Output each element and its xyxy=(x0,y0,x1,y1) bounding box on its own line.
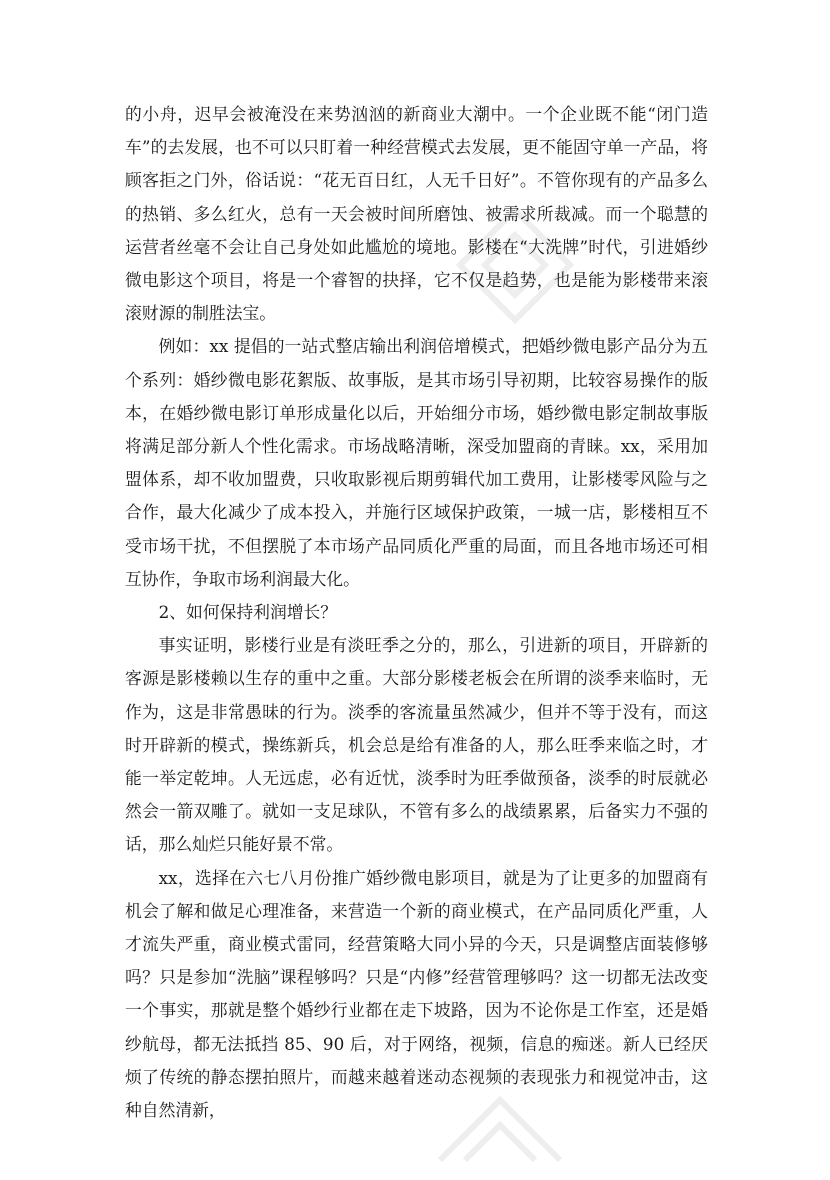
paragraph: 的小舟，迟早会被淹没在来势汹汹的新商业大潮中。一个企业既不能“闭门造车”的去发展，也不可以只盯着一种经营模式去发展，更不能固守单一产品，将顾客拒之门外，俗话说：“花无百日红，人无千日好”。不管你现有的产品多么的热销、多么红火，总有一天会被时间所磨蚀、被需求所裁减。而一个聪慧的运营者丝毫不会让自己身处如此尴尬的境地。影楼在“大洗牌”时代，引进婚纱微电影这个项目，将是一个睿智的抉择，它不仅是趋势，也是能为影楼带来滚滚财源的制胜法宝。 xyxy=(125,104,708,324)
document-body xyxy=(125,98,708,1127)
paragraph: 事实证明，影楼行业是有淡旺季之分的，那么，引进新的项目，开辟新的客源是影楼赖以生存的重中之重。大部分影楼老板会在所谓的淡季来临时，无作为，这是非常愚昧的行为。淡季的客流量虽然减少，但并不等于没有，而这时开辟新的模式，操练新兵，机会总是给有准备的人，那么旺季来临之时，才能一举定乾坤。人无远虑，必有近忧，淡季时为旺季做预备，淡季的时辰就必然会一箭双雕了。就如一支足球队，不管有多么的战绩累累，后备实力不强的话，那么灿烂只能好景不常。 xyxy=(125,635,708,855)
section-heading: 2、如何保持利润增长？ xyxy=(158,602,338,623)
paragraph: xx，选择在六七八月份推广婚纱微电影项目，就是为了让更多的加盟商有机会了解和做足心理准备，来营造一个新的商业模式，在产品同质化严重，人才流失严重，商业模式雷同，经营策略大同小异的今天，只是调整店面装修够吗？只是参加“洗脑”课程够吗？只是“内修”经营管理够吗？这一切都无法改变一个事实，那就是整个婚纱行业都在走下坡路，因为不论你是工作室，还是婚纱航母，都无法抵挡 85、90 后，对于网络，视频，信息的痴迷。新人已经厌烦了传统的静态摆拍照片，而越来越着迷动态视频的表现张力和视觉冲击，这种自然清新， xyxy=(125,867,708,1121)
paragraph: 例如：xx 提倡的一站式整店输出利润倍增模式，把婚纱微电影产品分为五个系列：婚纱微电影花絮版、故事版，是其市场引导初期，比较容易操作的版本，在婚纱微电影订单形成量化以后，开始细分市场，婚纱微电影定制故事版将满足部分新人个性化需求。市场战略清晰，深受加盟商的青睐。xx，采用加盟体系，却不收加盟费，只收取影视后期剪辑代加工费用，让影楼零风险与之合作，最大化减少了成本投入，并施行区域保护政策，一城一店，影楼相互不受市场干扰，不但摆脱了本市场产品同质化严重的局面，而且各地市场还可相互协作，争取市场利润最大化。 xyxy=(125,336,708,589)
